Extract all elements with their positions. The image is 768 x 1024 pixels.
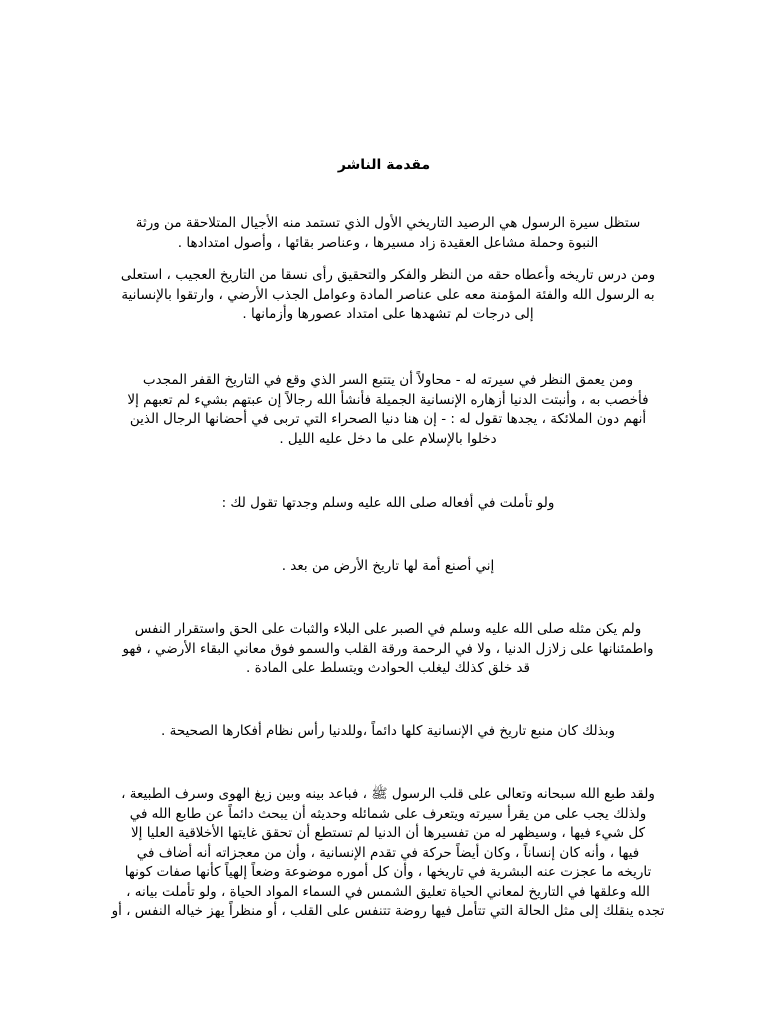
text-line: إلى درجات لم تشهدها على امتداد عصورها وأزمانها . xyxy=(242,306,534,322)
paragraph-6 xyxy=(68,620,708,679)
text-line: ستظل سيرة الرسول هي الرصيد التاريخي الأول الذي تستمد منه الأجيال المتلاحقة من ورثة xyxy=(135,215,641,231)
text-line: فيها ، وأنه كان إنساناً ، وكان أيضاً حركة في تقدم الإنسانية ، وأن من معجزاته أنه أضاف في xyxy=(136,844,640,861)
text-line: أنهم دون الملائكة ، يجدها تقول له : - إن هنا دنيا الصحراء التي تربى في أحضانها الرجال الذين xyxy=(129,411,647,427)
text-line: تجده ينقلك إلى مثل الحالة التي تتأمل فيها روضة تتنفس على القلب ، أو منظراً يهز خياله النفس ، أو xyxy=(111,903,665,919)
text-line: وبذلك كان منبع تاريخ في الإنسانية كلها دائماً ،وللدنيا رأس نظام أفكارها الصحيحة . xyxy=(161,723,615,739)
paragraph-1 xyxy=(68,214,708,253)
text-line: كل شيء فيها ، وسيظهر له من تفسيرها أن الدنيا لم تستطع أن تحقق غايتها الأخلاقية العليا إلا xyxy=(130,825,646,841)
text-line: الله وعلقها في التاريخ لمعاني الحياة تعليق الشمس في السماء المواد الحياة ، ولو تأملت بيانه ، xyxy=(126,883,650,900)
paragraph-4 xyxy=(68,494,708,514)
text-line: دخلوا بالإسلام على ما دخل عليه الليل . xyxy=(279,430,497,447)
text-line: ومن درس تاريخه وأعطاه حقه من النظر والفكر والتحقيق رأى نسقا من التاريخ العجيب ، استعلى xyxy=(120,267,656,283)
page-title: مقدمة الناشر xyxy=(337,157,431,173)
paragraph-2 xyxy=(68,266,708,325)
paragraph-3 xyxy=(68,371,708,449)
text-line: ومن يعمق النظر في سيرته له - محاولاً أن يتتبع السر الذي وقع في التاريخ القفر المجدب xyxy=(142,372,634,388)
text-line: النبوة وحملة مشاعل العقيدة زاد مسيرها ، وعناصر بقائها ، وأصول امتدادها . xyxy=(177,234,599,251)
paragraph-8 xyxy=(68,785,708,922)
paragraph-7 xyxy=(68,722,708,742)
text-line: ولو تأملت في أفعاله صلى الله عليه وسلم وجدتها تقول لك : xyxy=(221,495,555,511)
text-line: ولم يكن مثله صلى الله عليه وسلم في الصبر على البلاء والثبات على الحق واستقرار النفس xyxy=(134,621,642,637)
text-line: فأخصب به ، وأنبتت الدنيا أزهاره الإنسانية الجميلة فأنشأ الله رجالاً إن عبتهم بشيء لم تعبهم إلا xyxy=(127,391,649,408)
text-line: تاريخه ما عجزت عنه البشرية في تاريخها ، وأن كل أموره موضوعة وضعاً إلهياً كأنها صفات كونها xyxy=(124,864,652,880)
text-line: واطمئنانها على زلازل الدنيا ، ولا في الرحمة ورقة القلب والسمو فوق معاني البقاء الأرضي ، فهو xyxy=(122,640,654,657)
text-line: ولذلك يجب على من يقرأ سيرته ويتعرف على شمائله وحديثه أن يبحث دائماً عن طابع الله في xyxy=(129,805,647,822)
paragraph-5 xyxy=(68,557,708,577)
text-line: ولقد طبع الله سبحانه وتعالى على قلب الرسول ﷺ ، فباعد بينه وبين زيغ الهوى وسرف الطبيعة ، xyxy=(121,786,655,802)
text-line: إني أصنع أمة لها تاريخ الأرض من بعد . xyxy=(281,558,495,574)
text-line: قد خلق كذلك ليغلب الحوادث ويتسلط على المادة . xyxy=(245,660,530,676)
text-line: به الرسول الله والفئة المؤمنة معه على عناصر المادة وعوامل الجذب الأرضي ، وارتقوا بالإنسانية xyxy=(121,286,655,303)
